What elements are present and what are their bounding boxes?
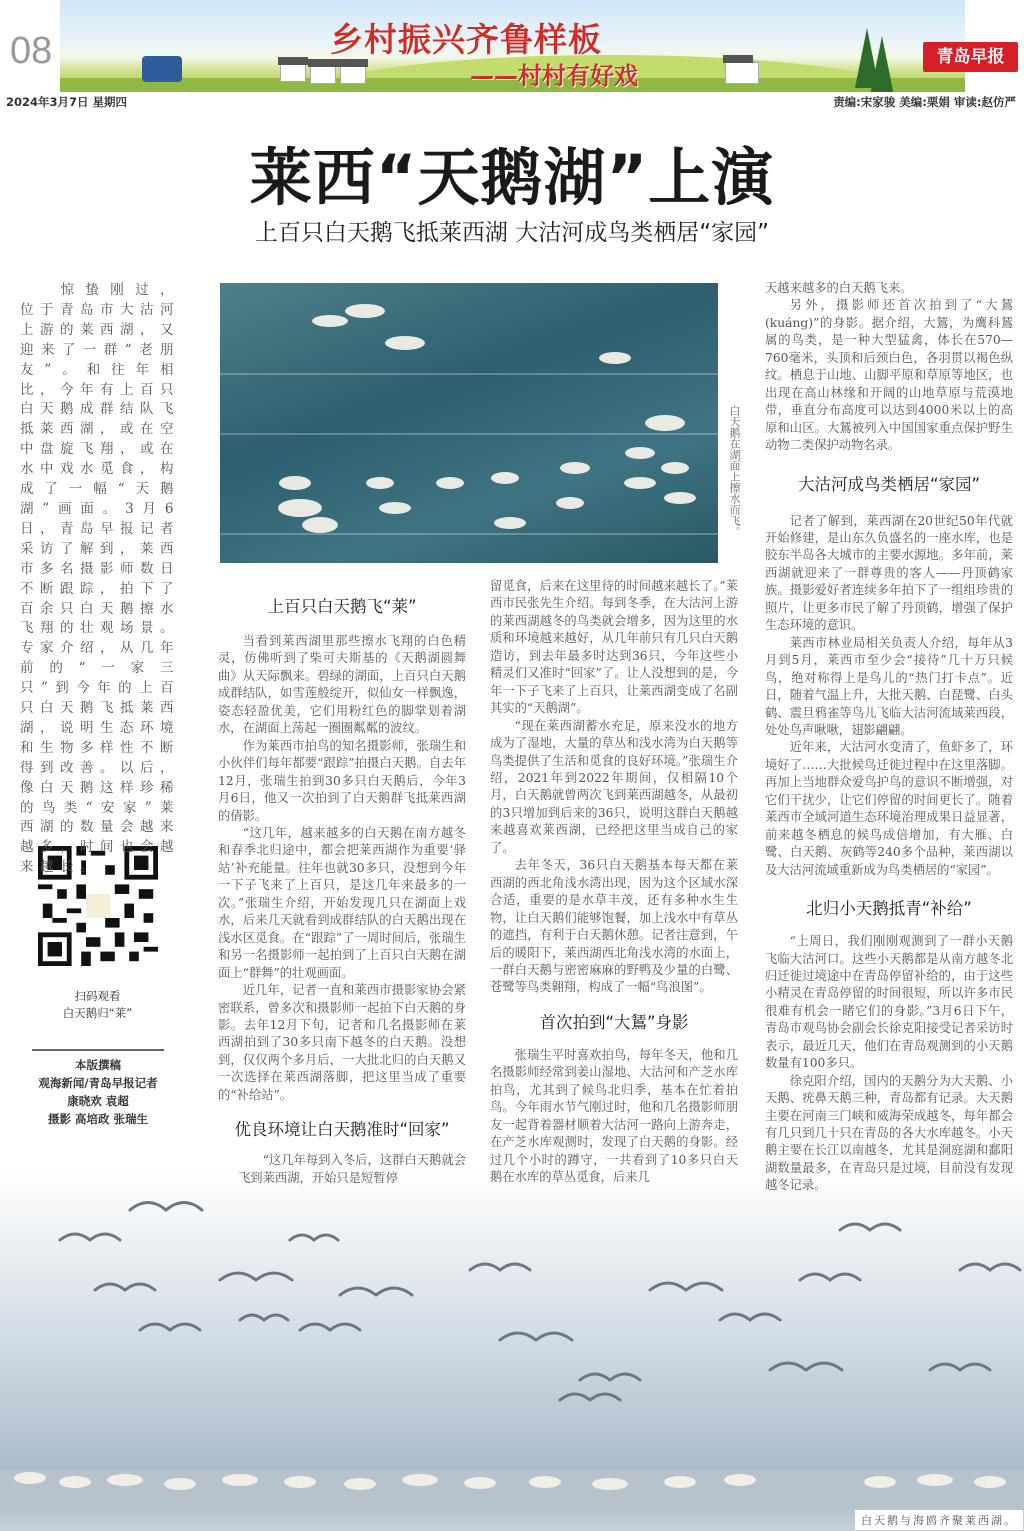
house-icon bbox=[280, 64, 306, 82]
paragraph: 近年来，大沽河水变清了，鱼虾多了，环境好了……大批候鸟迁徙过程中在这里落脚。再加上当地群众爱鸟护鸟的意识不断增强，对它们干扰少，让它们停留的时间更长了。随着莱西市全域河道生态环境治理成果日益显著，前来越冬栖息的候鸟成倍增加，有大雁、白鹭、白天鹅、灰鹤等240多个品种，莱西湖以及大沽河流域重新成为鸟类栖居的“家园”。 bbox=[765, 740, 1013, 877]
paragraph: 作为莱西市拍鸟的知名摄影师，张瑞生和小伙伴们每年都要“跟踪”拍摄白天鹅。自去年12月，张瑞生拍到30多只白天鹅后，今年3月6日，他又一次拍到了白天鹅群飞抵莱西湖的倩影。 bbox=[218, 738, 466, 823]
paragraph: 近几年，记者一直和莱西市摄影家协会紧密联系，曾多次和摄影师一起拍下白天鹅的身影。去年12月下旬，记者和几名摄影师在莱西湖拍到了30多只南下越冬的白天鹅。没想到，仅仅两个多月后，一大批北归的白天鹅又一次选择在莱西湖落脚，把这里当成了重要的“补给站”。 bbox=[218, 983, 466, 1102]
byline-credits bbox=[18, 1056, 178, 1128]
divider bbox=[32, 1049, 164, 1051]
paragraph: 徐克阳介绍，国内的天鹅分为大天鹅、小天鹅、疣鼻天鹅三种，青岛都有记录。大天鹅主要在河南三门峡和威海荣成越冬，每年都会有几只到几十只在青岛的各大水库越冬。小天鹅主要在长江以南越冬，尤其是洞庭湖和鄱阳湖数量最多，在青岛只是过境，目前没有发现越冬记录。 bbox=[765, 1073, 1013, 1193]
editors-credit: 责编:宋家骏 美编:栗娟 审读:赵仿严 bbox=[833, 95, 1016, 109]
dateline: 2024年3月7日 星期四 bbox=[6, 95, 128, 109]
gulls-swans-photo bbox=[0, 1170, 1024, 1531]
house-icon bbox=[340, 66, 366, 84]
paragraph: 记者了解到，莱西湖在20世纪50年代就开始修建，是山东久负盛名的一座水库，也是胶东半岛各大城市的主要水源地。多年前，莱西湖就迎来了一群尊贵的客人——丹顶鹤家族。摄影爱好者连续多年拍下了一组组珍贵的照片，让更多市民了解了丹顶鹤，增强了保护生态环境的意识。 bbox=[765, 513, 1013, 633]
section-heading: 北归小天鹅抵青“补给” bbox=[806, 899, 972, 919]
article-column-4 bbox=[765, 280, 1013, 1195]
qr-caption-line1: 扫码观看 bbox=[74, 989, 121, 1003]
article-column-3 bbox=[490, 578, 738, 1187]
article-column-2 bbox=[218, 597, 466, 1187]
paragraph: 去年冬天，36只白天鹅基本每天都在莱西湖的西北角浅水湾出现，因为这个区域水深合适，重要的是水草丰茂，还有多种水生生物，让白天鹅们能够饱餐，加上浅水中有草丛的遮挡，有利于白天鹅休憩。记者注意到，午后的暖阳下，莱西湖西北角浅水湾的水面上，一群白天鹅与密密麻麻的野鸭及少量的白鹭、苍鹭等鸟类翱翔，构成了一幅“鸟浪图”。 bbox=[490, 858, 738, 995]
banner-title: 乡村振兴齐鲁样板 bbox=[330, 20, 602, 59]
paragraph: “这几年，越来越多的白天鹅在南方越冬和春季北归途中，都会把莱西湖作为重要‘驿站’补充能量。往年也就30多只，没想到今年一下子飞来了上百只，是这几年来最多的一次。”张瑞生介绍，开始发现几只在湖面上戏水，后来几天就看到成群结队的白天鹅出现在浅水区觅食。在“跟踪”了一周时间后，张瑞生和另一名摄影师一起拍到了上百只白天鹅在湖面上“群舞”的壮观画面。 bbox=[218, 825, 466, 980]
qr-caption-line2: 白天鹅归“莱” bbox=[62, 1006, 133, 1020]
lead-column bbox=[20, 281, 180, 878]
swans-lake-photo bbox=[220, 283, 718, 563]
paragraph: 留觅食，后来在这里待的时间越来越长了。”莱西市民张先生介绍。每到冬季，在大沽河上游的莱西湖越冬的鸟类就会增多，因为这里的水质和环境越来越好，从几年前只有几只白天鹅造访，到去年最多时达到36只，今年这些小精灵们又准时“回家”了。让人没想到的是，今年一下子飞来了上百只，让莱西湖变成了名副其实的“天鹅湖”。 bbox=[490, 579, 738, 716]
paragraph: 张瑞生平时喜欢拍鸟，每年冬天，他和几名摄影师经常到姜山湿地、大沽河和产芝水库拍鸟，尤其到了候鸟北归季，基本在忙着拍鸟。今年雨水节气刚过时，他和几名摄影师朋友一起背着器材顺着大沽河一路向上游奔走，在产芝水库观测时，发现了白天鹅的身影。经过几个小时的蹲守，一共看到了10多只白天鹅在水库的草丛觅食，后来几 bbox=[490, 1047, 738, 1185]
swans-illustration bbox=[220, 283, 718, 563]
section-heading: 上百只白天鹅飞“莱” bbox=[267, 597, 417, 616]
section-heading: 大沽河成鸟类栖居“家园” bbox=[797, 474, 981, 494]
credits-line1: 本版撰稿 bbox=[75, 1058, 121, 1072]
lead-paragraph: 惊蛰刚过，位于青岛市大沽河上游的莱西湖，又迎来了一群“老朋友”。和往年相比，今年有上百只白天鹅成群结队飞抵莱西湖，或在空中盘旋飞翔，或在水中戏水觅食，构成了一幅“天鹅湖”画面。3月6日，青岛早报记者采访了解到，莱西市多名摄影师数日不断跟踪，拍下了百余只白天鹅擦水飞翔的壮观场景。专家介绍，从几年前的“一家三只”到今年的上百只白天鹅飞抵莱西湖，说明生态环境和生物多样性不断得到改善。以后，像白天鹅这样珍稀的鸟类“安家”莱西湖的数量会越来越多，时间也会越来越长。 bbox=[20, 282, 180, 876]
paragraph: 莱西市林业局相关负责人介绍，每年从3月到5月，莱西市至少会“接待”几十万只候鸟，绝对称得上是鸟儿的“热门打卡点”。近日，随着气温上升，大批天鹅、白琵鹭、白头鹤、震旦鸦雀等鸟儿飞临大沽河流域莱西段，处处鸟声啾啾，翅影翩翩。 bbox=[765, 635, 1013, 737]
section-heading: 首次拍到“大鵟”身影 bbox=[539, 1012, 689, 1032]
newspaper-logo: 青岛早报 bbox=[923, 42, 1018, 72]
headline: 莱西“天鹅湖”上演 bbox=[249, 141, 775, 214]
house-icon bbox=[310, 66, 336, 84]
paragraph: 另外，摄影师还首次拍到了“大鵟(kuáng)”的身影。据介绍，大鵟，为鹰科鵟属的鸟类，是一种大型猛禽，体长在570—760毫米，头顶和后颈白色，各羽贯以褐色纵纹。栖息于山地、山脚平原和草原等地区，也出现在高山林缘和开阔的山地草原与荒漠地带，垂直分布高度可以达到4000米以上的高原和山区。大鵟被列入中国国家重点保护野生动物二类保护动物名录。 bbox=[765, 298, 1013, 453]
photo-caption: 白天鹅在湖面上擦水而飞。 bbox=[728, 405, 741, 537]
house-icon bbox=[725, 62, 759, 84]
tractor-icon bbox=[142, 56, 182, 82]
paragraph: “这几年每到入冬后，这群白天鹅就会飞到莱西湖，开始只是短暂停 bbox=[238, 1153, 466, 1185]
credits-line3: 康晓欢 袁超 bbox=[67, 1094, 129, 1108]
credits-line4: 摄影 高培政 张瑞生 bbox=[47, 1112, 148, 1126]
paragraph: 天越来越多的白天鹅飞来。 bbox=[765, 281, 913, 295]
birds-illustration bbox=[0, 1170, 1024, 1531]
banner-subtitle: ——村村有好戏 bbox=[470, 62, 638, 90]
paragraph: 当看到莱西湖里那些擦水飞翔的白色精灵，仿佛听到了柴可夫斯基的《天鹅湖圆舞曲》从天际飘来。碧绿的湖面，上百只白天鹅成群结队，如雪莲般绽开，似仙女一样飘逸，姿态轻盈优美，它们用粉红色的脚掌划着湖水，在湖面上荡起一圈圈粼粼的波纹。 bbox=[218, 634, 466, 736]
qr-caption bbox=[20, 988, 175, 1022]
paragraph: “上周日，我们刚刚观测到了一群小天鹅飞临大沽河口。这些小天鹅都是从南方越冬北归迁徙过境途中在青岛停留补给的，由于这些小精灵在青岛停留的时间很短，所以许多市民很难有机会一睹它们的身影。”3月6日下午，青岛市观鸟协会副会长徐克阳接受记者采访时表示，最近几天，他们在青岛观测到的小天鹅数量有100多只。 bbox=[765, 934, 1013, 1071]
paragraph: “现在莱西湖蓄水充足，原来没水的地方成为了湿地，大量的草丛和浅水湾为白天鹅等鸟类提供了生活和觅食的良好环境。”张瑞生介绍，2021年到2022年期间，仅相隔10个月，白天鹅就曾两次飞到莱西湖越冬，从最初的3只增加到后来的36只，说明这群白天鹅越来越喜欢莱西湖，已经把这里当成自己的家了。 bbox=[490, 718, 738, 855]
tree-icon bbox=[870, 36, 894, 92]
credits-line2: 观海新闻/青岛早报记者 bbox=[38, 1076, 158, 1090]
photo-caption: 白天鹅与海鸥齐聚莱西湖。 bbox=[855, 1510, 1023, 1530]
subheadline: 上百只白天鹅飞抵莱西湖 大沽河成鸟类栖居“家园” bbox=[254, 220, 770, 246]
page-number: 08 bbox=[10, 30, 53, 72]
section-heading: 优良环境让白天鹅准时“回家” bbox=[234, 1120, 450, 1140]
